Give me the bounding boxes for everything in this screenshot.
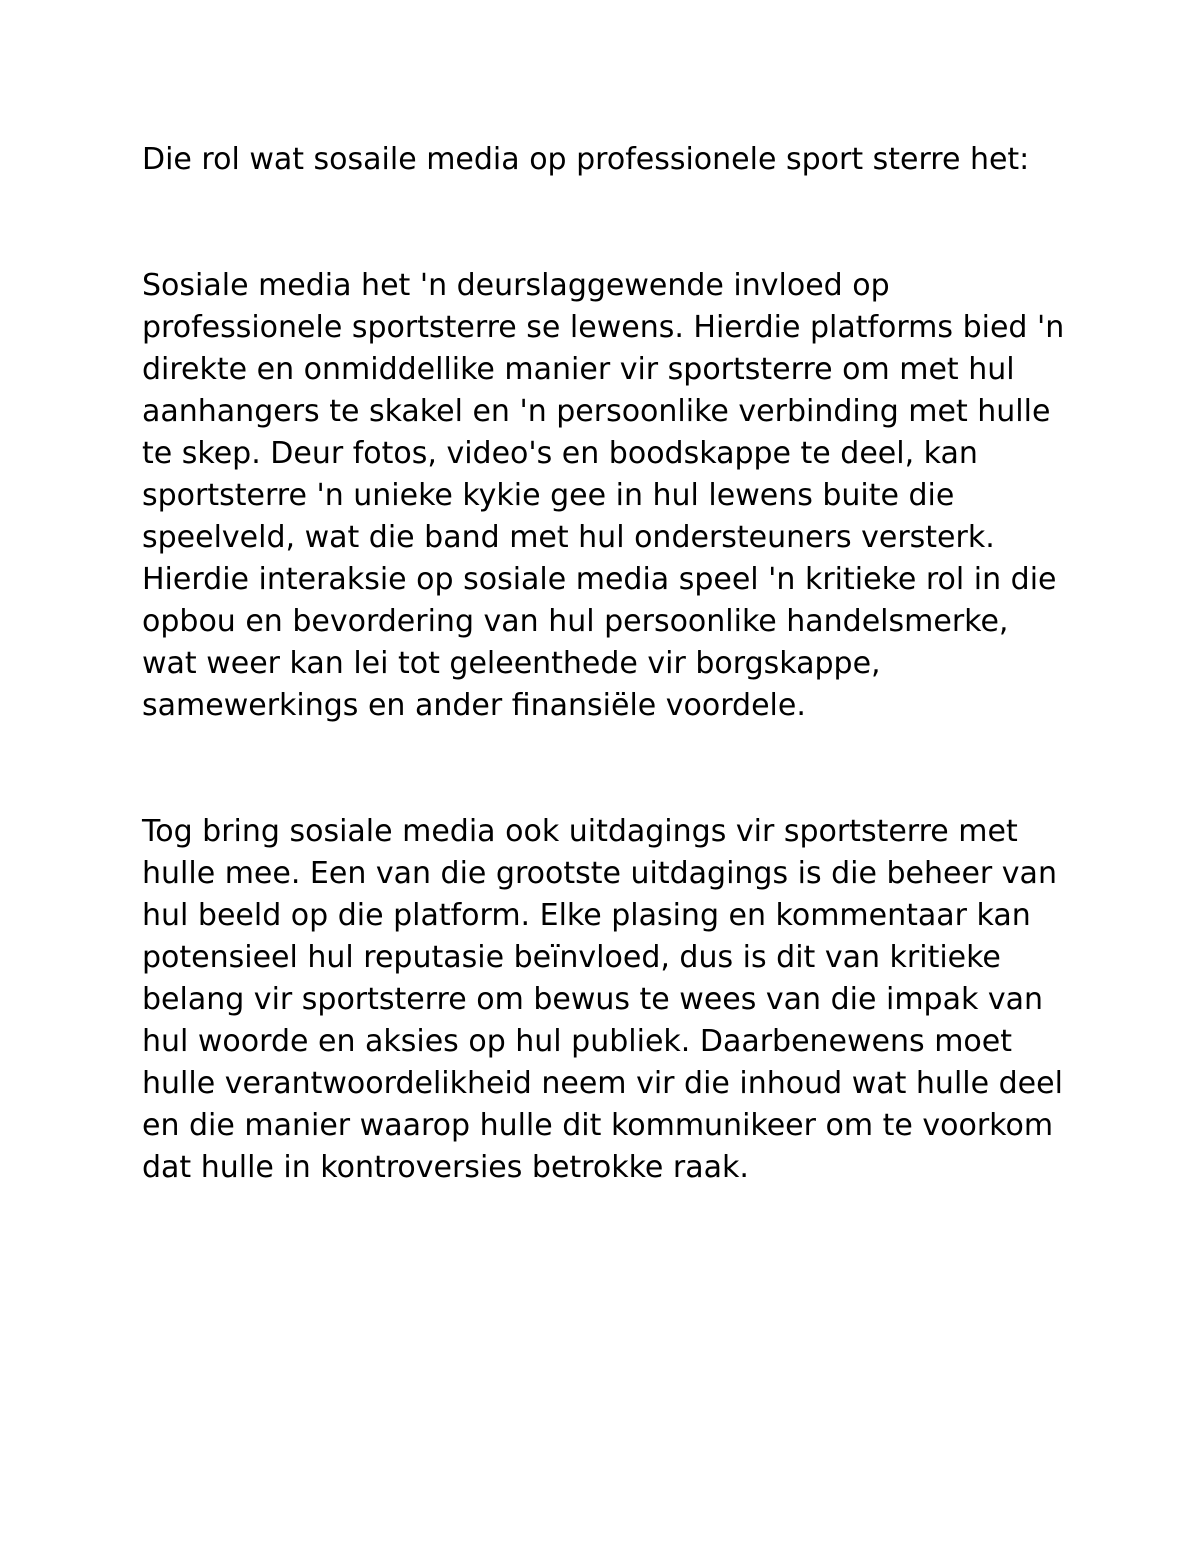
paragraph-2: Tog bring sosiale media ook uitdagings vir sportsterre met hulle mee. Een van die grootste uitdagings is die beheer van hul beeld op die platform. Elke plasing en kommentaar kan potensieel hul reputasie beïnvloed, dus is dit van kritieke belang vir sportsterre om bewus te wees van die impak van hul woorde en aksies op hul publiek. Daarbenewens moet hulle verantwoordelikheid neem vir die inhoud wat hulle deel en die manier waarop hulle dit kommunikeer om te voorkom dat hulle in kontroversies betrokke raak. (142, 814, 1063, 1185)
document-body (142, 139, 1072, 1189)
paragraph-1: Sosiale media het 'n deurslaggewende invloed op professionele sportsterre se lewens. Hierdie platforms bied 'n direkte en onmiddellike manier vir sportsterre om met hul aanhangers te skakel en 'n persoonlike verbinding met hulle te skep. Deur fotos, video's en boodskappe te deel, kan sportsterre 'n unieke kykie gee in hul lewens buite die speelveld, wat die band met hul ondersteuners versterk. Hierdie interaksie op sosiale media speel 'n kritieke rol in die opbou en bevordering van hul persoonlike handelsmerke, wat weer kan lei tot geleenthede vir borgskappe, samewerkings en ander finansiële voordele. (142, 268, 1065, 723)
document-title: Die rol wat sosaile media op professionele sport sterre het: (142, 142, 1030, 177)
